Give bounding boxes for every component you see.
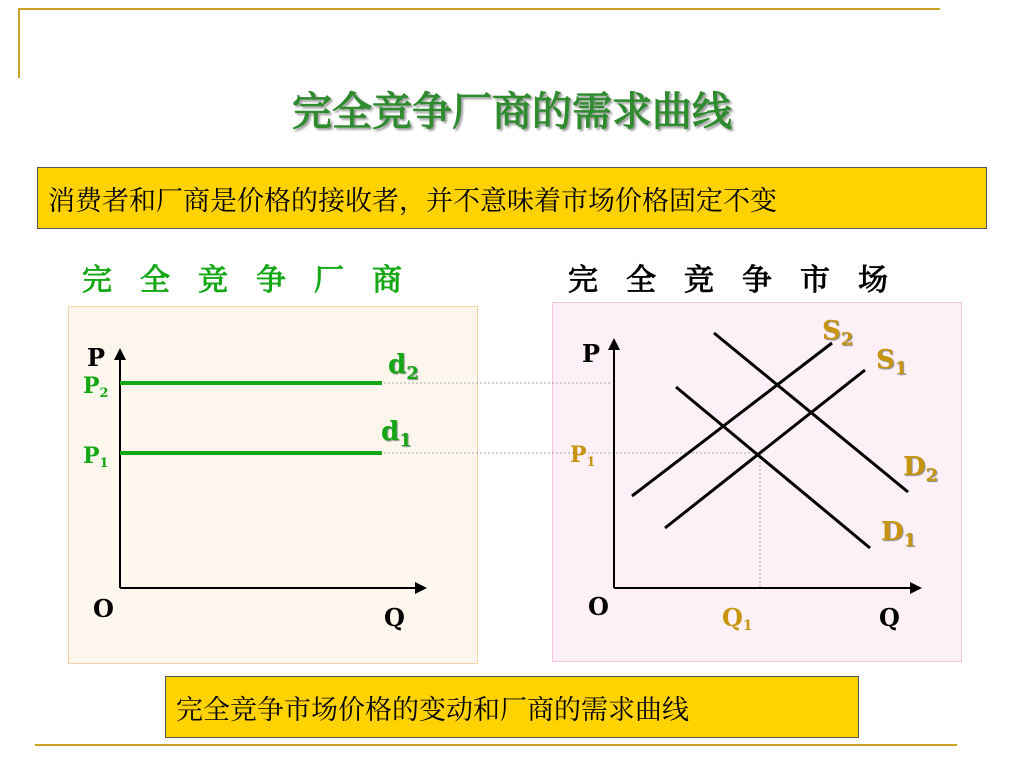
firm-d2-label: $d_2$ [388, 350, 419, 384]
market-p1-label: P1 [570, 442, 596, 470]
market-axis-q-label: Q [879, 603, 900, 632]
market-demand-curve-d1 [676, 387, 870, 548]
firm-d1-label: $d_1$ [381, 417, 412, 451]
firm-p2-label: P2 [83, 373, 109, 401]
market-s2-label: $S_2$ [822, 316, 854, 350]
firm-axis-q-label: Q [384, 603, 405, 632]
note-bottom-box [165, 676, 859, 738]
market-q1-label: Q1 [722, 603, 753, 634]
firm-axis-p-label: P [87, 343, 106, 372]
market-axis-p-label: P [582, 339, 601, 368]
firm-p1-label: P1 [83, 443, 109, 471]
market-panel-heading: 完全竞争市场 [568, 263, 916, 298]
market-d1-label: $D_1$ [881, 517, 917, 551]
firm-panel-heading: 完全竞争厂商 [82, 263, 430, 298]
market-chart [570, 316, 938, 634]
firm-chart [83, 343, 425, 632]
note-top-text: 消费者和厂商是价格的接收者，并不意味着市场价格固定不变 [48, 185, 777, 217]
dotted-guide-lines [120, 383, 760, 588]
market-s1-label: $S_1$ [876, 345, 908, 379]
market-d2-label: $D_2$ [903, 452, 939, 486]
slide-title: 完全竞争厂商的需求曲线 [292, 89, 732, 135]
firm-origin-label: O [93, 594, 114, 623]
market-origin-label: O [588, 592, 609, 621]
note-bottom-text: 完全竞争市场价格的变动和厂商的需求曲线 [176, 694, 689, 726]
